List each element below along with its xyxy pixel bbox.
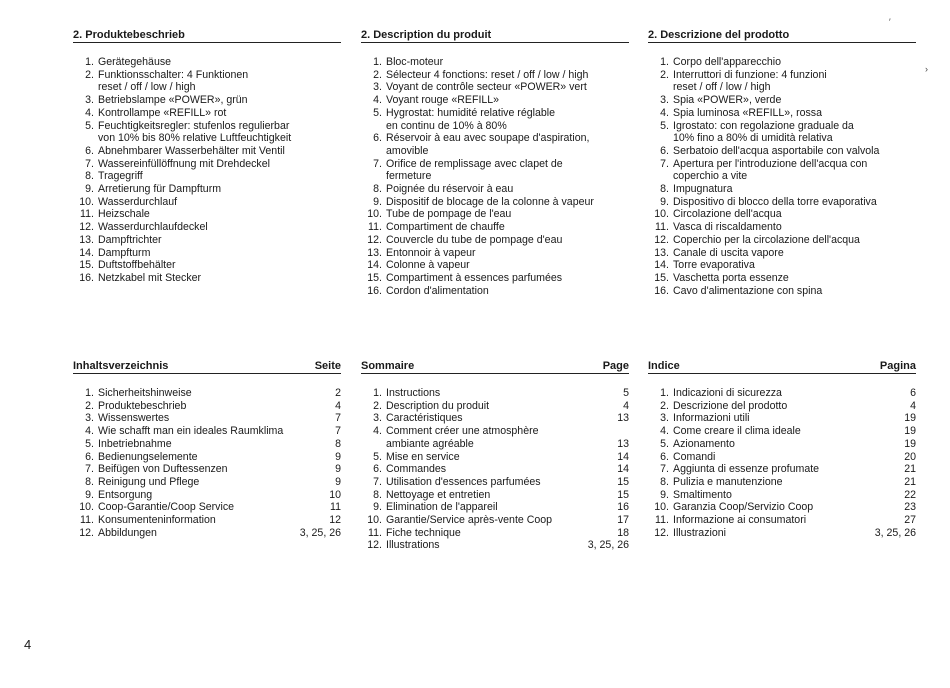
item-text: Gerätegehäuse [98, 56, 172, 68]
list-item [361, 425, 629, 438]
item-text: Orifice de remplissage avec clapet de [386, 157, 563, 170]
item-text: Netzkabel mit Stecker [98, 271, 202, 284]
toc-german [73, 0, 341, 539]
toc-heading: Sommaire Page [361, 360, 629, 372]
item-text: Wasserdurchlaufdeckel [98, 221, 208, 234]
item-number: 7. [660, 463, 669, 476]
item-number: 8. [373, 488, 382, 501]
item-number: 15. [654, 271, 669, 284]
item-text: Colonne à vapeur [386, 259, 470, 272]
item-text: ambiante agréable [386, 437, 474, 450]
item-text: Inbetriebnahme [98, 437, 172, 450]
list-item [648, 425, 916, 438]
item-page: 15 [617, 475, 629, 488]
item-number: 1. [660, 387, 669, 399]
item-number: 4. [373, 94, 382, 107]
item-page: 19 [904, 412, 916, 425]
item-page: 2 [335, 387, 341, 399]
item-text: Voyant rouge «REFILL» [386, 94, 500, 107]
item-number: 16. [654, 284, 669, 297]
item-page: 11 [330, 501, 341, 514]
item-text: Sicherheitshinweise [98, 387, 192, 399]
section-heading: 2. Produktebeschrieb [73, 29, 341, 43]
item-text: Vasca di riscaldamento [673, 221, 782, 234]
list-item [361, 514, 629, 527]
list-item [648, 514, 916, 527]
item-page: 15 [617, 488, 629, 501]
list-item [73, 501, 341, 514]
item-text: Tube de pompage de l'eau [386, 208, 512, 221]
item-text: Fiche technique [386, 526, 461, 539]
list-item [361, 463, 629, 476]
item-text: Corpo dell'apparecchio [673, 56, 782, 68]
item-number: 15. [367, 271, 382, 284]
list-item [361, 451, 629, 464]
item-number: 1. [85, 387, 94, 399]
item-page: 9 [335, 475, 341, 488]
item-text: Instructions [386, 387, 441, 399]
item-text: Wasserdurchlauf [98, 195, 178, 208]
item-number: 11. [80, 208, 94, 221]
toc-page-label: Seite [314, 360, 341, 372]
item-page: 27 [904, 514, 916, 527]
item-page: 5 [623, 387, 629, 399]
item-text: Nettoyage et entretien [386, 488, 491, 501]
item-page: 23 [904, 501, 916, 514]
item-text: Garantie/Service après-vente Coop [386, 514, 553, 527]
item-text: Spia luminosa «REFILL», rossa [673, 106, 822, 119]
item-text: Arretierung für Dampfturm [98, 183, 222, 196]
item-number: 1. [660, 56, 669, 68]
item-text: Informazioni utili [673, 412, 750, 425]
item-text: Come creare il clima ideale [673, 425, 801, 438]
item-text: Kontrollampe «REFILL» rot [98, 106, 227, 119]
item-number: 11. [655, 221, 669, 234]
list-item [73, 387, 341, 400]
toc-page-label: Pagina [879, 360, 916, 372]
item-text: Couvercle du tube de pompage d'eau [386, 233, 563, 246]
item-number: 2. [373, 399, 382, 412]
item-text: Reinigung und Pflege [98, 475, 200, 488]
item-number: 5. [660, 437, 669, 450]
list-item [361, 438, 629, 451]
item-text: Dispositivo di blocco della torre evaporativa [673, 195, 877, 208]
item-number: 11. [80, 514, 94, 527]
item-number: 9. [85, 183, 94, 196]
toc-list [73, 387, 341, 539]
toc-heading: Inhaltsverzeichnis Seite [73, 360, 341, 372]
item-number: 6. [373, 132, 382, 145]
item-number: 16. [79, 271, 94, 284]
item-text: Canale di uscita vapore [673, 246, 784, 259]
item-number: 10. [79, 195, 94, 208]
item-page: 19 [904, 437, 916, 450]
item-text: Voyant de contrôle secteur «POWER» vert [386, 81, 587, 94]
item-page: 9 [335, 450, 341, 463]
item-number: 10. [654, 501, 669, 514]
section-heading: 2. Descrizione del prodotto [648, 29, 916, 43]
item-page: 4 [335, 399, 341, 412]
item-page: 4 [623, 399, 629, 412]
item-text: Bedienungselemente [98, 450, 198, 463]
item-text: amovible [386, 144, 429, 157]
item-page: 3, 25, 26 [874, 526, 916, 539]
list-item [361, 501, 629, 514]
item-text: Impugnatura [673, 183, 733, 196]
item-number: 12. [654, 526, 669, 539]
item-text: Interruttori di funzione: 4 funzioni [673, 68, 827, 81]
item-number: 5. [85, 437, 94, 450]
list-item [361, 527, 629, 540]
list-item [361, 476, 629, 489]
item-text: fermeture [386, 170, 432, 183]
item-text: Duftstoffbehälter [98, 259, 176, 272]
item-text: Heizschale [98, 208, 150, 221]
list-item [73, 476, 341, 489]
item-text: Serbatoio dell'acqua asportabile con valvola [673, 144, 880, 157]
item-text: Vaschetta porta essenze [673, 271, 789, 284]
item-text: Tragegriff [98, 170, 143, 183]
item-text: Compartiment de chauffe [386, 221, 505, 234]
item-number: 8. [373, 183, 382, 196]
item-text: Torre evaporativa [673, 259, 755, 272]
item-number: 4. [660, 106, 669, 119]
item-number: 11. [368, 526, 382, 539]
item-number: 5. [85, 119, 94, 132]
list-item [73, 425, 341, 438]
item-page: 13 [617, 412, 629, 425]
toc-french [361, 0, 629, 552]
item-page: 12 [329, 514, 341, 527]
item-number: 7. [85, 463, 94, 476]
item-text: Spia «POWER», verde [673, 94, 782, 107]
item-page: 6 [910, 387, 916, 399]
item-number: 3. [85, 412, 94, 425]
item-number: 6. [85, 450, 94, 463]
item-text: Wie schafft man ein ideales Raumklima [98, 425, 284, 438]
list-item [361, 400, 629, 413]
item-number: 8. [660, 183, 669, 196]
section-heading: 2. Description du produit [361, 29, 629, 43]
item-number: 1. [373, 387, 382, 399]
item-number: 9. [85, 488, 94, 501]
item-number: 3. [660, 94, 669, 107]
item-page: 16 [617, 501, 629, 514]
list-item [73, 412, 341, 425]
list-item [648, 451, 916, 464]
item-number: 6. [373, 463, 382, 476]
list-item [361, 412, 629, 425]
list-item [648, 438, 916, 451]
item-text: Comandi [673, 450, 716, 463]
list-item [73, 400, 341, 413]
item-text: reset / off / low / high [673, 81, 771, 94]
toc-heading: Indice Pagina [648, 360, 916, 372]
scan-mark: ′ [889, 17, 891, 27]
item-number: 9. [660, 195, 669, 208]
item-text: Caractéristiques [386, 412, 463, 425]
item-text: Apertura per l'introduzione dell'acqua con [673, 157, 868, 170]
item-text: Compartiment à essences parfumées [386, 271, 563, 284]
item-text: Feuchtigkeitsregler: stufenlos regulierbar [98, 119, 290, 132]
item-text: Utilisation d'essences parfumées [386, 475, 541, 488]
item-number: 12. [654, 233, 669, 246]
item-number: 2. [85, 399, 94, 412]
item-text: Coop-Garantie/Coop Service [98, 501, 235, 514]
item-page: 10 [329, 488, 341, 501]
list-item [648, 501, 916, 514]
list-item [648, 489, 916, 502]
item-number: 4. [660, 425, 669, 438]
item-text: Hygrostat: humidité relative réglable [386, 106, 555, 119]
list-item [361, 539, 629, 552]
item-text: 10% fino a 80% di umidità relativa [673, 132, 833, 145]
item-text: Smaltimento [673, 488, 732, 501]
item-number: 2. [660, 68, 669, 81]
item-number: 9. [660, 488, 669, 501]
list-item [361, 489, 629, 502]
toc-page-label: Page [602, 360, 629, 372]
item-number: 7. [660, 157, 669, 170]
toc-italian [648, 0, 916, 539]
list-item [73, 438, 341, 451]
item-number: 15. [79, 259, 94, 272]
item-number: 4. [85, 106, 94, 119]
item-number: 9. [373, 195, 382, 208]
item-text: von 10% bis 80% relative Luftfeuchtigkeit [98, 132, 292, 145]
item-number: 13. [79, 233, 94, 246]
item-number: 4. [85, 425, 94, 438]
item-number: 8. [85, 475, 94, 488]
item-number: 11. [368, 221, 382, 234]
item-page: 14 [617, 450, 629, 463]
item-text: Konsumenteninformation [98, 514, 216, 527]
item-number: 8. [85, 170, 94, 183]
list-item [73, 489, 341, 502]
item-number: 10. [654, 208, 669, 221]
item-text: Bloc-moteur [386, 56, 444, 68]
item-text: Pulizia e manutenzione [673, 475, 783, 488]
item-number [361, 438, 386, 451]
item-text: Entonnoir à vapeur [386, 246, 476, 259]
item-text: Elimination de l'appareil [386, 501, 498, 514]
list-item [648, 476, 916, 489]
item-text: Produktebeschrieb [98, 399, 187, 412]
item-number: 8. [660, 475, 669, 488]
item-page: 13 [617, 437, 629, 450]
list-item [648, 400, 916, 413]
list-item [73, 527, 341, 540]
item-text: Informazione ai consumatori [673, 514, 807, 527]
item-page: 4 [910, 399, 916, 412]
item-text: Wissenswertes [98, 412, 170, 425]
item-number: 12. [79, 526, 94, 539]
item-number: 5. [660, 119, 669, 132]
item-text: Igrostato: con regolazione graduale da [673, 119, 854, 132]
item-text: Azionamento [673, 437, 735, 450]
item-number: 6. [85, 144, 94, 157]
item-page: 18 [617, 526, 629, 539]
item-text: Cordon d'alimentation [386, 284, 489, 297]
list-item [648, 463, 916, 476]
item-number: 6. [660, 450, 669, 463]
toc-list [361, 387, 629, 552]
item-number: 1. [373, 56, 382, 68]
item-text: Beifügen von Duftessenzen [98, 463, 228, 476]
item-number: 14. [654, 259, 669, 272]
item-number: 3. [85, 94, 94, 107]
item-page [623, 425, 629, 438]
item-text: Mise en service [386, 450, 460, 463]
item-text: reset / off / low / high [98, 81, 196, 94]
list-item [648, 412, 916, 425]
list-item [648, 387, 916, 400]
item-text: Illustrazioni [673, 526, 726, 539]
item-text: Sélecteur 4 fonctions: reset / off / low / high [386, 68, 589, 81]
item-page: 7 [335, 412, 341, 425]
item-text: Indicazioni di sicurezza [673, 387, 782, 399]
item-text: Wassereinfüllöffnung mit Drehdeckel [98, 157, 270, 170]
item-number: 7. [85, 157, 94, 170]
item-number: 7. [373, 475, 382, 488]
item-number: 14. [79, 246, 94, 259]
scan-mark: › [925, 64, 928, 74]
item-number: 7. [373, 157, 382, 170]
item-text: Description du produit [386, 399, 490, 412]
item-text: Garanzia Coop/Servizio Coop [673, 501, 814, 514]
item-text: Illustrations [386, 539, 440, 552]
item-text: Entsorgung [98, 488, 153, 501]
list-item [73, 451, 341, 464]
item-number: 6. [660, 144, 669, 157]
item-number: 11. [655, 514, 669, 527]
item-page: 14 [617, 463, 629, 476]
item-number: 10. [367, 514, 382, 527]
item-page: 22 [904, 488, 916, 501]
item-page: 17 [617, 514, 629, 527]
item-number: 2. [373, 68, 382, 81]
item-number: 10. [79, 501, 94, 514]
item-page: 3, 25, 26 [299, 526, 341, 539]
item-number: 3. [660, 412, 669, 425]
list-item [73, 514, 341, 527]
item-text: Dispositif de blocage de la colonne à vapeur [386, 195, 594, 208]
page-number: 4 [24, 637, 32, 652]
item-number: 12. [79, 221, 94, 234]
item-number: 13. [367, 246, 382, 259]
item-page: 7 [335, 425, 341, 438]
item-text: Abbildungen [98, 526, 157, 539]
item-number: 4. [373, 425, 382, 438]
item-number: 14. [367, 259, 382, 272]
item-page: 21 [904, 475, 916, 488]
item-number: 10. [367, 208, 382, 221]
item-text: Funktionsschalter: 4 Funktionen [98, 68, 249, 81]
item-page: 21 [904, 463, 916, 476]
item-page: 20 [904, 450, 916, 463]
item-page: 19 [904, 425, 916, 438]
item-number: 16. [367, 284, 382, 297]
list-item [648, 527, 916, 540]
item-number: 1. [85, 56, 94, 68]
item-text: Coperchio per la circolazione dell'acqua [673, 233, 860, 246]
item-text: Descrizione del prodotto [673, 399, 788, 412]
item-number: 2. [660, 399, 669, 412]
list-item [361, 387, 629, 400]
item-number: 2. [85, 68, 94, 81]
item-text: Réservoir à eau avec soupape d'aspiration, [386, 132, 590, 145]
item-number: 12. [367, 539, 382, 552]
item-text: Aggiunta di essenze profumate [673, 463, 820, 476]
item-number: 9. [373, 501, 382, 514]
item-page: 3, 25, 26 [587, 539, 629, 552]
item-text: coperchio a vite [673, 170, 748, 183]
item-text: Comment créer une atmosphère [386, 425, 539, 438]
item-page: 8 [335, 437, 341, 450]
list-item [73, 463, 341, 476]
toc-list [648, 387, 916, 539]
item-text: Poignée du réservoir à eau [386, 183, 514, 196]
item-text: Commandes [386, 463, 447, 476]
item-page: 9 [335, 463, 341, 476]
item-number: 5. [373, 450, 382, 463]
item-text: Abnehmbarer Wasserbehälter mit Ventil [98, 144, 285, 157]
item-text: en continu de 10% à 80% [386, 119, 507, 132]
item-number: 5. [373, 106, 382, 119]
item-text: Dampftrichter [98, 233, 162, 246]
item-text: Dampfturm [98, 246, 151, 259]
item-text: Circolazione dell'acqua [673, 208, 782, 221]
item-text: Betriebslampe «POWER», grün [98, 94, 248, 107]
item-text: Cavo d'alimentazione con spina [673, 284, 823, 297]
item-number: 3. [373, 81, 382, 94]
item-number: 3. [373, 412, 382, 425]
item-number: 13. [654, 246, 669, 259]
item-number: 12. [367, 233, 382, 246]
